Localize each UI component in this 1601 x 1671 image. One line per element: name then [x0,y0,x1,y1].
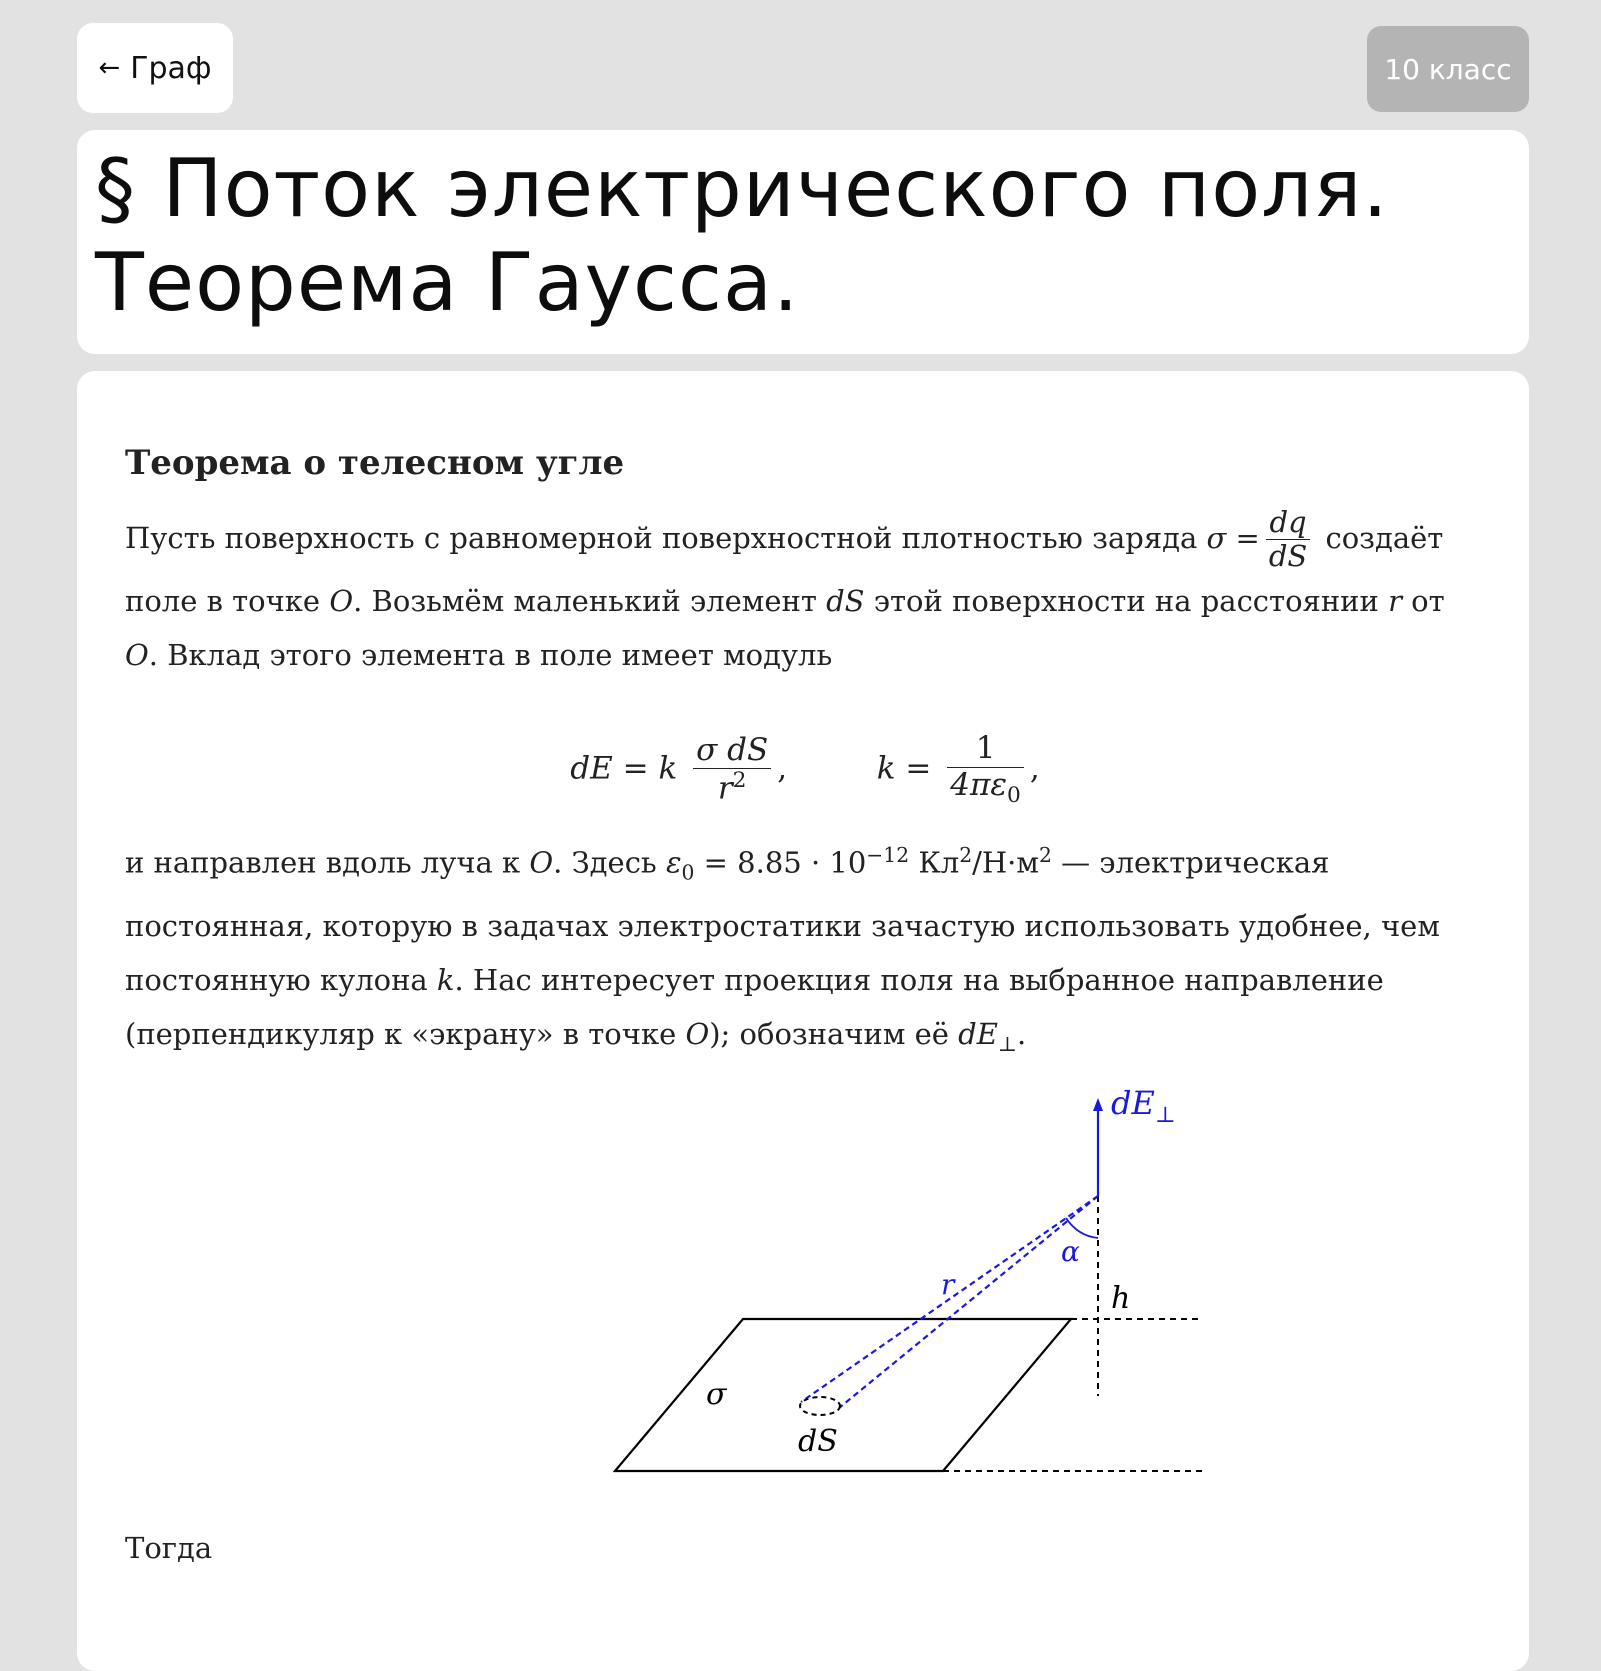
label-sigma: σ [706,1377,727,1412]
back-button[interactable] [77,23,233,113]
solid-angle-figure [543,1086,1243,1506]
math-k-eq: k = [876,750,932,787]
math-r: r [717,770,733,807]
text: ); обозначим её [709,1017,959,1052]
back-button-label: Граф [130,50,212,86]
label-r: r [941,1268,955,1301]
math-dE: dE [958,1017,998,1052]
grade-badge-label: 10 класс [1384,52,1512,86]
fraction-denominator: dS [1268,539,1308,574]
fraction-numerator: dq [1266,506,1310,540]
math-k: k [436,963,455,998]
label-h: h [1111,1281,1131,1316]
comma: , [1029,750,1040,787]
section-heading: Теорема о телесном угле [125,443,625,483]
paragraph-epsilon [125,828,1485,1071]
charged-plane [615,1319,1071,1471]
content-card [77,371,1529,1671]
exponent: −12 [866,843,910,867]
page-title-line-2: Теорема Гаусса. [95,236,800,329]
label-alpha: α [1061,1235,1080,1268]
text: создаёт поле в точке [125,520,1444,618]
fraction-denominator [947,768,1024,809]
subscript: 0 [681,860,695,885]
math-O: O [125,637,149,672]
paragraph-then: Тогда [125,1531,213,1565]
paragraph-intro [125,506,1485,682]
text: — электрическая постоянная, которую в задачах электростатики зачастую использовать удобнее, чем постоянную кулона [125,845,1440,998]
label-dE-perp: $dE_\perp$ [1111,1086,1176,1128]
math-4pi-eps: 4πε [950,766,1008,803]
exponent: 2 [959,843,973,867]
cone-line-2 [839,1196,1098,1408]
math-O: O [329,583,354,618]
math-O: O [685,1017,710,1052]
fraction-numerator: σ dS [693,733,771,770]
formula-dE [125,731,1485,809]
arrow-up-icon [1093,1098,1103,1111]
grade-badge [1367,26,1529,112]
fraction-sigma-dS-r2 [693,733,771,808]
exponent: 2 [732,768,747,794]
title-card [77,130,1529,354]
text: и направлен вдоль луча к [125,845,530,880]
text: . Нас интересует проекция поля на выбранное направление (перпендикуляр к «экрану» в точке [125,963,1384,1052]
math-dE-eq: dE = k [570,750,678,787]
math-epsilon: ε [665,845,682,880]
subscript: ⊥ [997,1032,1017,1057]
text: . Возьмём маленький элемент [353,583,827,618]
page-title [95,142,1529,330]
math-r: r [1388,583,1402,618]
math-dS: dS [826,583,865,618]
comma: , [777,750,788,787]
text: . Вклад этого элемента в поле имеет модуль [148,637,833,672]
text: . Здесь [553,845,666,880]
exponent: 2 [1038,843,1052,867]
text: Пусть поверхность с равномерной поверхностной плотностью заряда [125,520,1207,555]
unit: Кл [909,845,960,880]
text: . [1016,1017,1027,1052]
arrow-left-icon: ← [98,53,121,83]
math-sigma-eq: σ = [1206,520,1260,555]
surface-element-dS [800,1397,840,1415]
math-O: O [529,845,554,880]
page-title-line-1: § Поток электрического поля. [95,142,1389,235]
fraction-1-4pi-eps0 [947,731,1024,809]
text: этой поверхности на расстоянии [864,583,1389,618]
text: от [1401,583,1445,618]
fraction-numerator: 1 [947,731,1024,768]
math-value: = 8.85 · 10 [694,845,867,880]
fraction-dq-dS [1266,506,1310,574]
unit: /Н·м [972,845,1039,880]
fraction-denominator [693,769,771,807]
subscript: 0 [1007,782,1021,808]
label-dS: dS [798,1424,838,1459]
